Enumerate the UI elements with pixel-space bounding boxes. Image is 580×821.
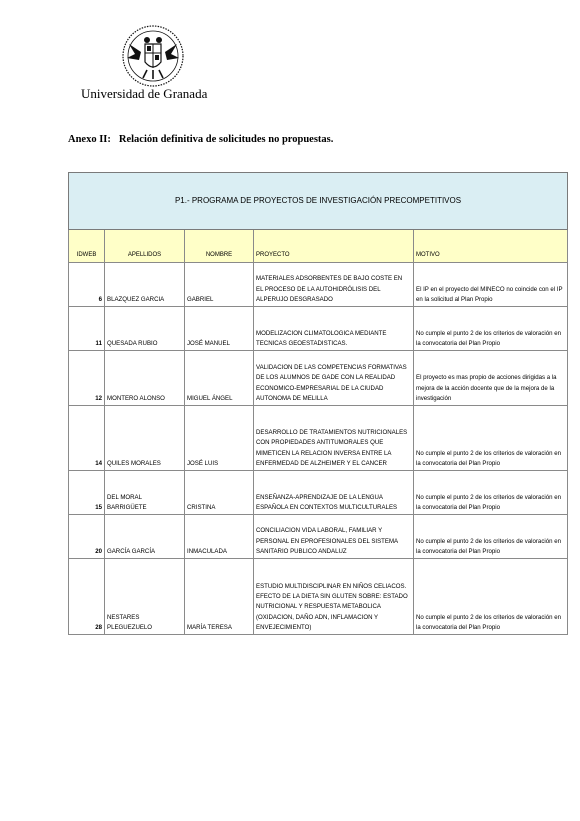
- cell-apellidos: DEL MORAL BARRIGÜETE: [105, 471, 185, 515]
- column-header-idweb: IDWEB: [69, 230, 105, 263]
- cell-idweb: 12: [69, 351, 105, 406]
- cell-apellidos: GARCÍA GARCÍA: [105, 515, 185, 559]
- table-row: [69, 307, 568, 351]
- cell-idweb: 11: [69, 307, 105, 351]
- cell-proyecto: ENSEÑANZA-APRENDIZAJE DE LA LENGUA ESPAÑOLA EN CONTEXTOS MULTICULTURALES: [254, 471, 414, 515]
- cell-idweb: 15: [69, 471, 105, 515]
- cell-proyecto: MATERIALES ADSORBENTES DE BAJO COSTE EN EL PROCESO DE LA AUTOHIDRÓLISIS DEL ALPERUJO DESGRASADO: [254, 263, 414, 307]
- cell-nombre: CRISTINA: [185, 471, 254, 515]
- cell-nombre: JOSÉ MANUEL: [185, 307, 254, 351]
- cell-motivo: No cumple el punto 2 de los criterios de valoración en la convocatoria del Plan Propio: [414, 307, 568, 351]
- table-row: [69, 351, 568, 406]
- annex-title: Relación definitiva de solicitudes no propuestas.: [118, 134, 334, 145]
- cell-motivo: No cumple el punto 2 de los criterios de valoración en la convocatoria del Plan Propio: [414, 406, 568, 471]
- header-row: [69, 230, 568, 263]
- table-row: [69, 515, 568, 559]
- cell-motivo: No cumple el punto 2 de los criterios de valoración en la convocatoria del Plan Propio: [414, 515, 568, 559]
- table-row: [69, 559, 568, 635]
- cell-idweb: 28: [69, 559, 105, 635]
- cell-apellidos: BLAZQUEZ GARCIA: [105, 263, 185, 307]
- cell-apellidos: NESTARES PLEGUEZUELO: [105, 559, 185, 635]
- cell-idweb: 20: [69, 515, 105, 559]
- table-row: [69, 263, 568, 307]
- annex-label: Anexo II:: [68, 134, 111, 145]
- column-header-apellidos: APELLIDOS: [105, 230, 185, 263]
- table-row: [69, 406, 568, 471]
- column-header-nombre: NOMBRE: [185, 230, 254, 263]
- cell-idweb: 14: [69, 406, 105, 471]
- cell-nombre: MIGUEL ÁNGEL: [185, 351, 254, 406]
- cell-motivo: El proyecto es mas propio de acciones dirigidas a la mejora de la acción docente que de la mejora de la investigación: [414, 351, 568, 406]
- cell-proyecto: DESARROLLO DE TRATAMIENTOS NUTRICIONALES CON PROPIEDADES ANTITUMORALES QUE MIMETICEN LA RELACION INVERSA ENTRE LA ENFERMEDAD DE ALZHEIMER Y EL CANCER: [254, 406, 414, 471]
- cell-nombre: JOSÉ LUIS: [185, 406, 254, 471]
- cell-apellidos: QUESADA RUBIO: [105, 307, 185, 351]
- cell-proyecto: CONCILIACION VIDA LABORAL, FAMILIAR Y PERSONAL EN EPROFESIONALES DEL SISTEMA SANITARIO PUBLICO ANDALUZ: [254, 515, 414, 559]
- cell-apellidos: QUILES MORALES: [105, 406, 185, 471]
- column-header-motivo: MOTIVO: [414, 230, 568, 263]
- program-title: P1.- PROGRAMA DE PROYECTOS DE INVESTIGACIÓN PRECOMPETITIVOS: [69, 173, 568, 230]
- cell-nombre: GABRIEL: [185, 263, 254, 307]
- cell-apellidos: MONTERO ALONSO: [105, 351, 185, 406]
- cell-idweb: 6: [69, 263, 105, 307]
- cell-proyecto: ESTUDIO MULTIDISCIPLINAR EN NIÑOS CELIACOS. EFECTO DE LA DIETA SIN GLUTEN SOBRE: ESTADO NUTRICIONAL Y RESPUESTA METABOLICA (OXIDACION, DAÑO ADN, INFLAMACION Y ENVEJECIMIENTO): [254, 559, 414, 635]
- cell-motivo: El IP en el proyecto del MINECO no coincide con el IP en la solicitud al Plan Propio: [414, 263, 568, 307]
- cell-proyecto: VALIDACION DE LAS COMPETENCIAS FORMATIVAS DE LOS ALUMNOS DE GADE CON LA REALIDAD ECONOMICO-EMPRESARIAL DE LA CIUDAD AUTONOMA DE MELILLA: [254, 351, 414, 406]
- cell-motivo: No cumple el punto 2 de los criterios de valoración en la convocatoria del Plan Propio: [414, 559, 568, 635]
- proposals-table: [68, 172, 568, 635]
- program-row: [69, 173, 568, 230]
- cell-motivo: No cumple el punto 2 de los criterios de valoración en la convocatoria del Plan Propio: [414, 471, 568, 515]
- university-name: Universidad de Granada: [81, 86, 208, 101]
- column-header-proyecto: PROYECTO: [254, 230, 414, 263]
- cell-nombre: INMACULADA: [185, 515, 254, 559]
- annex-heading: [68, 134, 333, 145]
- cell-proyecto: MODELIZACION CLIMATOLOGICA MEDIANTE TECNICAS GEOESTADISTICAS.: [254, 307, 414, 351]
- university-crest-logo: [121, 24, 185, 88]
- cell-nombre: MARÍA TERESA: [185, 559, 254, 635]
- table-row: [69, 471, 568, 515]
